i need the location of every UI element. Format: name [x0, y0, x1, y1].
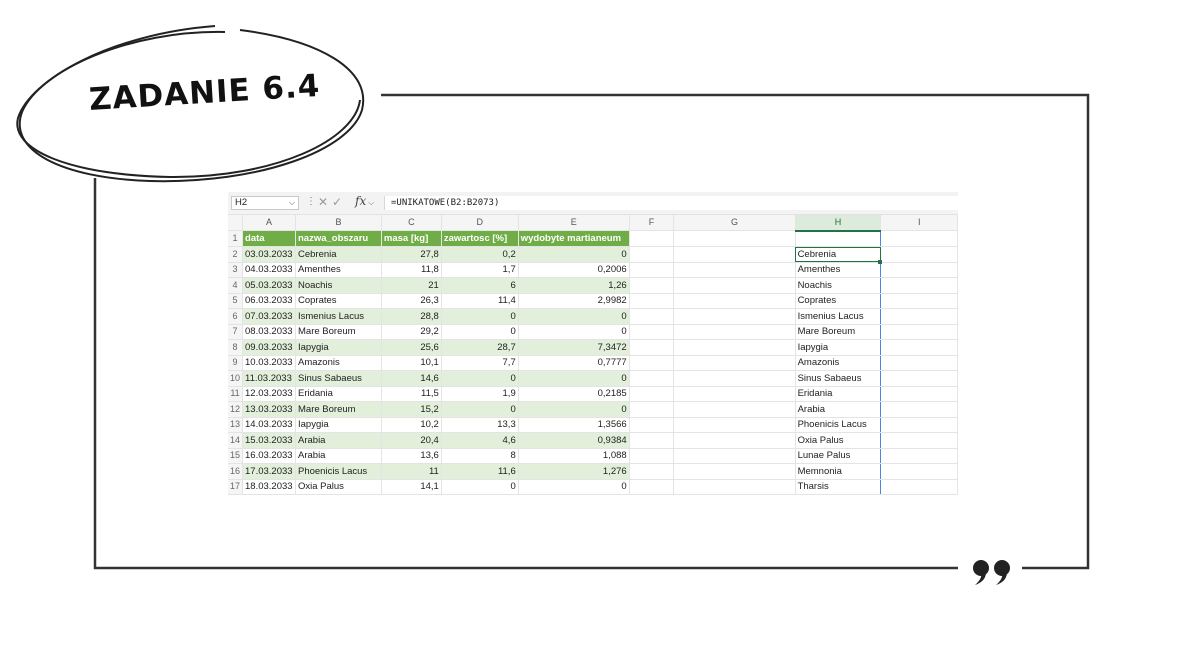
- cell[interactable]: [674, 309, 795, 325]
- cell[interactable]: [674, 355, 795, 371]
- cell-data[interactable]: 13.03.2033: [243, 402, 296, 418]
- cell-masa[interactable]: 26,3: [381, 293, 441, 309]
- cell[interactable]: [629, 448, 674, 464]
- cell-wydobyte[interactable]: 1,276: [518, 464, 629, 480]
- cell-wydobyte[interactable]: 2,9982: [518, 293, 629, 309]
- row-header[interactable]: 11: [228, 386, 243, 402]
- cell-masa[interactable]: 15,2: [381, 402, 441, 418]
- cell-nazwa-obszaru[interactable]: Cebrenia: [296, 247, 382, 263]
- cell-nazwa-obszaru[interactable]: Amazonis: [296, 355, 382, 371]
- cell-zawartosc[interactable]: 0,2: [441, 247, 518, 263]
- cell-masa[interactable]: 28,8: [381, 309, 441, 325]
- cell-zawartosc[interactable]: 0: [441, 371, 518, 387]
- cell-data[interactable]: 09.03.2033: [243, 340, 296, 356]
- cell[interactable]: [881, 309, 958, 325]
- cell[interactable]: [674, 340, 795, 356]
- cell[interactable]: [881, 433, 958, 449]
- cell-wydobyte[interactable]: 0: [518, 371, 629, 387]
- insert-function-icon[interactable]: fx ⌵: [355, 194, 375, 208]
- cell-data[interactable]: 07.03.2033: [243, 309, 296, 325]
- cell-unique-result[interactable]: Coprates: [795, 293, 881, 309]
- cell-wydobyte[interactable]: 0: [518, 247, 629, 263]
- cell[interactable]: [674, 386, 795, 402]
- cell-masa[interactable]: 14,6: [381, 371, 441, 387]
- cell[interactable]: [674, 278, 795, 294]
- cell-zawartosc[interactable]: 0: [441, 309, 518, 325]
- cell-masa[interactable]: 11: [381, 464, 441, 480]
- row-header[interactable]: 17: [228, 479, 243, 495]
- column-header[interactable]: I: [881, 215, 958, 231]
- chevron-down-icon[interactable]: ⌵: [288, 198, 295, 207]
- cell-data[interactable]: 05.03.2033: [243, 278, 296, 294]
- cell-masa[interactable]: 27,8: [381, 247, 441, 263]
- table-row: [228, 371, 958, 387]
- cell[interactable]: [629, 231, 674, 247]
- cell-data[interactable]: 12.03.2033: [243, 386, 296, 402]
- table-row: [228, 324, 958, 340]
- quote-marks-icon: [973, 560, 1010, 585]
- cell-data[interactable]: 04.03.2033: [243, 262, 296, 278]
- cell-wydobyte[interactable]: 0: [518, 309, 629, 325]
- row-header[interactable]: 6: [228, 309, 243, 325]
- active-cell-h2[interactable]: Cebrenia: [795, 247, 881, 263]
- column-header-row: [228, 215, 958, 231]
- cell[interactable]: [629, 386, 674, 402]
- cell-nazwa-obszaru[interactable]: Iapygia: [296, 340, 382, 356]
- more-icon: ⋮: [306, 196, 316, 207]
- cell-zawartosc[interactable]: 11,4: [441, 293, 518, 309]
- cell-nazwa-obszaru[interactable]: Ismenius Lacus: [296, 309, 382, 325]
- column-header[interactable]: D: [441, 215, 518, 231]
- cell-unique-result[interactable]: Mare Boreum: [795, 324, 881, 340]
- cell-unique-result[interactable]: Noachis: [795, 278, 881, 294]
- cell-zawartosc[interactable]: 28,7: [441, 340, 518, 356]
- cell-data[interactable]: 08.03.2033: [243, 324, 296, 340]
- cell-zawartosc[interactable]: 6: [441, 278, 518, 294]
- table-row: [228, 433, 958, 449]
- cell[interactable]: [881, 402, 958, 418]
- cell-data[interactable]: 18.03.2033: [243, 479, 296, 495]
- cell-wydobyte[interactable]: 0,7777: [518, 355, 629, 371]
- cell[interactable]: [674, 324, 795, 340]
- cell-unique-result[interactable]: Amazonis: [795, 355, 881, 371]
- cell-unique-result[interactable]: Oxia Palus: [795, 433, 881, 449]
- cell-nazwa-obszaru[interactable]: Oxia Palus: [296, 479, 382, 495]
- cell-grid[interactable]: [228, 215, 958, 495]
- cell-data[interactable]: 10.03.2033: [243, 355, 296, 371]
- cell-nazwa-obszaru[interactable]: Eridania: [296, 386, 382, 402]
- cell-zawartosc[interactable]: 0: [441, 479, 518, 495]
- cell[interactable]: [629, 293, 674, 309]
- cell[interactable]: [881, 371, 958, 387]
- cell-zawartosc[interactable]: 1,7: [441, 262, 518, 278]
- table-row: [228, 448, 958, 464]
- cell-data[interactable]: 14.03.2033: [243, 417, 296, 433]
- cell-unique-result[interactable]: Lunae Palus: [795, 448, 881, 464]
- cell-wydobyte[interactable]: 7,3472: [518, 340, 629, 356]
- row-header[interactable]: 13: [228, 417, 243, 433]
- cell[interactable]: [881, 355, 958, 371]
- cell-data[interactable]: 17.03.2033: [243, 464, 296, 480]
- cell-unique-result[interactable]: Tharsis: [795, 479, 881, 495]
- row-header[interactable]: 1: [228, 231, 243, 247]
- header-cell[interactable]: wydobyte martianeum: [518, 231, 629, 247]
- cell[interactable]: [629, 464, 674, 480]
- cell-masa[interactable]: 21: [381, 278, 441, 294]
- cell-data[interactable]: 16.03.2033: [243, 448, 296, 464]
- cell-zawartosc[interactable]: 1,9: [441, 386, 518, 402]
- cell-nazwa-obszaru[interactable]: Coprates: [296, 293, 382, 309]
- cell[interactable]: [674, 464, 795, 480]
- cell[interactable]: [674, 417, 795, 433]
- cell[interactable]: [674, 371, 795, 387]
- column-header[interactable]: F: [629, 215, 674, 231]
- cell[interactable]: [629, 417, 674, 433]
- column-header-selected[interactable]: H: [795, 215, 881, 231]
- cell[interactable]: [881, 278, 958, 294]
- column-header[interactable]: A: [243, 215, 296, 231]
- row-header[interactable]: 2: [228, 247, 243, 263]
- header-cell[interactable]: data: [243, 231, 296, 247]
- cell-data[interactable]: 15.03.2033: [243, 433, 296, 449]
- cell[interactable]: [674, 448, 795, 464]
- cell-zawartosc[interactable]: 0: [441, 402, 518, 418]
- cell[interactable]: [674, 247, 795, 263]
- column-header[interactable]: E: [518, 215, 629, 231]
- cell[interactable]: [881, 247, 958, 263]
- cell[interactable]: [674, 231, 795, 247]
- page-title: ZADANIE 6.4: [88, 67, 322, 118]
- cell[interactable]: [674, 433, 795, 449]
- cell-masa[interactable]: 20,4: [381, 433, 441, 449]
- cell-nazwa-obszaru[interactable]: Arabia: [296, 433, 382, 449]
- table-row: [228, 293, 958, 309]
- table-row: [228, 386, 958, 402]
- table-header-row: [228, 231, 958, 247]
- cell-zawartosc[interactable]: 8: [441, 448, 518, 464]
- cell-masa[interactable]: 10,2: [381, 417, 441, 433]
- table-row: [228, 340, 958, 356]
- cell[interactable]: [881, 231, 958, 247]
- cell-unique-result[interactable]: Amenthes: [795, 262, 881, 278]
- cell[interactable]: [629, 309, 674, 325]
- table-row: [228, 402, 958, 418]
- cell[interactable]: [881, 386, 958, 402]
- cancel-enter-icons: ✕✓: [318, 195, 347, 209]
- row-header[interactable]: 16: [228, 464, 243, 480]
- cell-wydobyte[interactable]: 0,9384: [518, 433, 629, 449]
- cell[interactable]: [674, 293, 795, 309]
- cell[interactable]: [881, 293, 958, 309]
- row-header[interactable]: 8: [228, 340, 243, 356]
- cell[interactable]: [795, 231, 881, 247]
- cell[interactable]: [674, 262, 795, 278]
- table-row: [228, 309, 958, 325]
- cell-unique-result[interactable]: Eridania: [795, 386, 881, 402]
- cell[interactable]: [881, 262, 958, 278]
- row-header[interactable]: 3: [228, 262, 243, 278]
- cell-unique-result[interactable]: Sinus Sabaeus: [795, 371, 881, 387]
- cell[interactable]: [629, 278, 674, 294]
- cell-data[interactable]: 03.03.2033: [243, 247, 296, 263]
- row-header[interactable]: 5: [228, 293, 243, 309]
- table-row: [228, 417, 958, 433]
- table-row: [228, 355, 958, 371]
- cell-unique-result[interactable]: Arabia: [795, 402, 881, 418]
- cell[interactable]: [881, 340, 958, 356]
- fill-handle[interactable]: [878, 260, 882, 264]
- header-cell[interactable]: zawartosc [%]: [441, 231, 518, 247]
- cell-nazwa-obszaru[interactable]: Arabia: [296, 448, 382, 464]
- cell-zawartosc[interactable]: 0: [441, 324, 518, 340]
- cell-unique-result[interactable]: Phoenicis Lacus: [795, 417, 881, 433]
- cell-nazwa-obszaru[interactable]: Phoenicis Lacus: [296, 464, 382, 480]
- cell-wydobyte[interactable]: 0: [518, 402, 629, 418]
- table-row: [228, 262, 958, 278]
- formula-bar: [228, 192, 958, 215]
- formula-input[interactable]: =UNIKATOWE(B2:B2073): [384, 196, 958, 210]
- row-header[interactable]: 14: [228, 433, 243, 449]
- cell-nazwa-obszaru[interactable]: Sinus Sabaeus: [296, 371, 382, 387]
- cell[interactable]: [629, 402, 674, 418]
- cell[interactable]: [629, 355, 674, 371]
- cell[interactable]: [881, 324, 958, 340]
- cell-nazwa-obszaru[interactable]: Noachis: [296, 278, 382, 294]
- cell-masa[interactable]: 11,8: [381, 262, 441, 278]
- row-header[interactable]: 10: [228, 371, 243, 387]
- column-header[interactable]: C: [381, 215, 441, 231]
- header-cell[interactable]: nazwa_obszaru: [296, 231, 382, 247]
- cell-zawartosc[interactable]: 13,3: [441, 417, 518, 433]
- cell-unique-result[interactable]: Ismenius Lacus: [795, 309, 881, 325]
- cell[interactable]: [881, 479, 958, 495]
- row-header[interactable]: 4: [228, 278, 243, 294]
- select-all-corner[interactable]: [228, 215, 243, 231]
- column-header[interactable]: G: [674, 215, 795, 231]
- cell-wydobyte[interactable]: 1,26: [518, 278, 629, 294]
- cell-masa[interactable]: 11,5: [381, 386, 441, 402]
- cell-nazwa-obszaru[interactable]: Mare Boreum: [296, 324, 382, 340]
- cell-nazwa-obszaru[interactable]: Mare Boreum: [296, 402, 382, 418]
- name-box[interactable]: H2 ⌵: [231, 196, 299, 210]
- cell-wydobyte[interactable]: 0,2006: [518, 262, 629, 278]
- cell-zawartosc[interactable]: 7,7: [441, 355, 518, 371]
- column-header[interactable]: B: [296, 215, 382, 231]
- cell-wydobyte[interactable]: 0: [518, 479, 629, 495]
- cell[interactable]: [629, 371, 674, 387]
- table-row: [228, 464, 958, 480]
- cell-masa[interactable]: 10,1: [381, 355, 441, 371]
- row-header[interactable]: 12: [228, 402, 243, 418]
- cell-wydobyte[interactable]: 0: [518, 324, 629, 340]
- cell-masa[interactable]: 14,1: [381, 479, 441, 495]
- spreadsheet-screenshot: [228, 192, 958, 493]
- cell-masa[interactable]: 29,2: [381, 324, 441, 340]
- cell[interactable]: [629, 433, 674, 449]
- cell-wydobyte[interactable]: 0,2185: [518, 386, 629, 402]
- cell-zawartosc[interactable]: 4,6: [441, 433, 518, 449]
- cell-nazwa-obszaru[interactable]: Iapygia: [296, 417, 382, 433]
- cell[interactable]: [629, 479, 674, 495]
- cell[interactable]: [881, 448, 958, 464]
- cell-zawartosc[interactable]: 11,6: [441, 464, 518, 480]
- table-row: [228, 479, 958, 495]
- cell[interactable]: [881, 417, 958, 433]
- cell-wydobyte[interactable]: 1,088: [518, 448, 629, 464]
- cell[interactable]: [629, 262, 674, 278]
- cell-unique-result[interactable]: Iapygia: [795, 340, 881, 356]
- row-header[interactable]: 15: [228, 448, 243, 464]
- row-header[interactable]: 9: [228, 355, 243, 371]
- cell-unique-result[interactable]: Memnonia: [795, 464, 881, 480]
- cell-masa[interactable]: 25,6: [381, 340, 441, 356]
- row-header[interactable]: 7: [228, 324, 243, 340]
- cell-wydobyte[interactable]: 1,3566: [518, 417, 629, 433]
- table-row: [228, 278, 958, 294]
- cell[interactable]: [674, 479, 795, 495]
- table-row: [228, 247, 958, 263]
- cell[interactable]: [629, 340, 674, 356]
- cell-data[interactable]: 11.03.2033: [243, 371, 296, 387]
- cell[interactable]: [629, 324, 674, 340]
- header-cell[interactable]: masa [kg]: [381, 231, 441, 247]
- cell-data[interactable]: 06.03.2033: [243, 293, 296, 309]
- cell-masa[interactable]: 13,6: [381, 448, 441, 464]
- cell[interactable]: [674, 402, 795, 418]
- cell[interactable]: [881, 464, 958, 480]
- cell-nazwa-obszaru[interactable]: Amenthes: [296, 262, 382, 278]
- cell[interactable]: [629, 247, 674, 263]
